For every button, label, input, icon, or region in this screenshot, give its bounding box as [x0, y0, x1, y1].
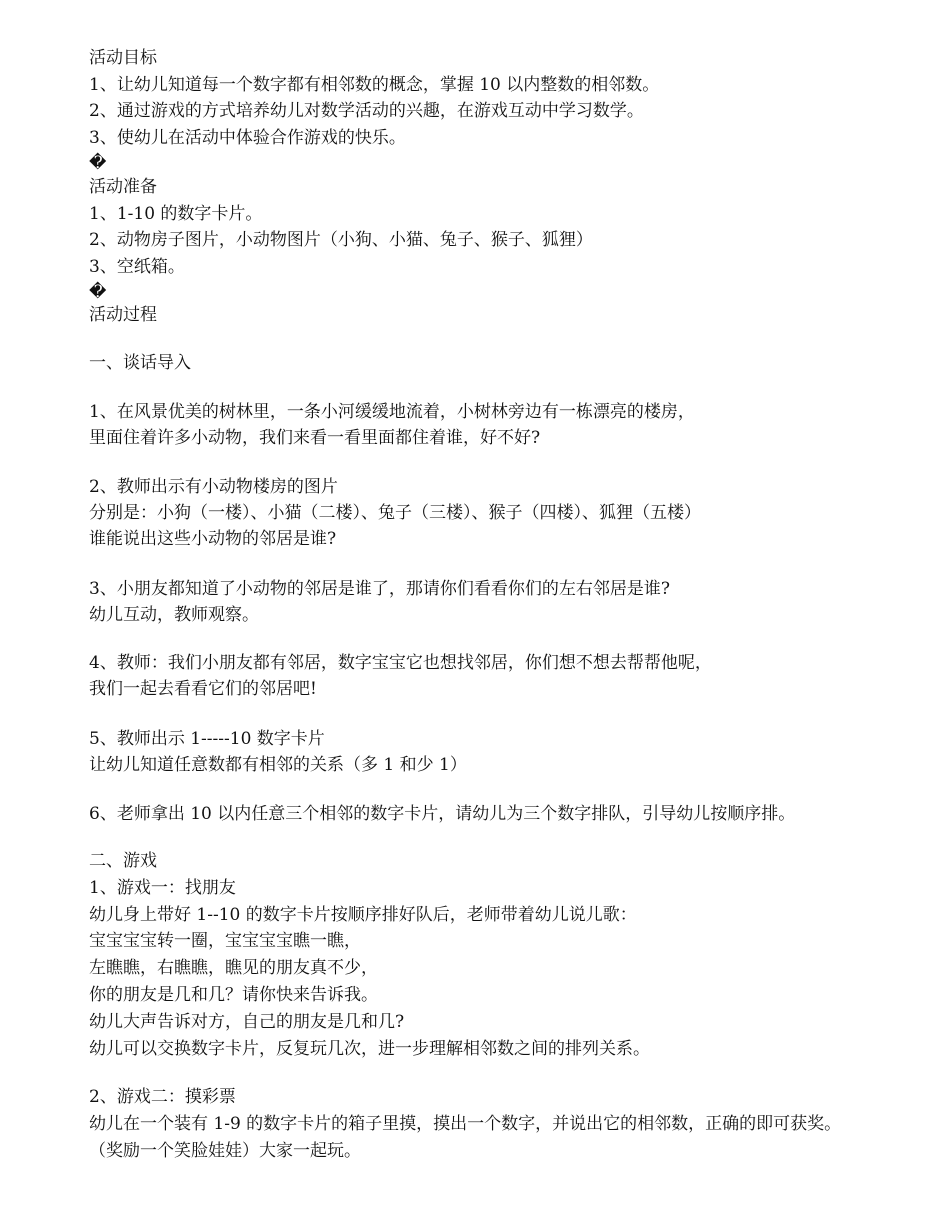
document-line: 活动目标 — [89, 48, 157, 68]
document-line: 幼儿大声告诉对方，自己的朋友是几和几? — [89, 1012, 405, 1032]
document-line: 1、1-10 的数字卡片。 — [89, 204, 263, 224]
document-line: 你的朋友是几和几？请你快来告诉我。 — [89, 985, 378, 1005]
document-line: 3、使幼儿在活动中体验合作游戏的快乐。 — [89, 128, 406, 148]
document-line: 一、谈话导入 — [89, 353, 191, 373]
document-line: 活动过程 — [89, 305, 157, 325]
document-line: 1、让幼儿知道每一个数字都有相邻数的概念，掌握 10 以内整数的相邻数。 — [89, 75, 660, 95]
document-line: 4、教师：我们小朋友都有邻居，数字宝宝它也想找邻居，你们想不想去帮帮他呢， — [89, 653, 712, 673]
document-line: 二、游戏 — [89, 851, 157, 871]
document-line: 里面住着许多小动物，我们来看一看里面都住着谁，好不好? — [89, 428, 541, 448]
document-line: � — [89, 153, 107, 173]
document-line: 5、教师出示 1-----10 数字卡片 — [89, 729, 325, 749]
document-line: 让幼儿知道任意数都有相邻的关系（多 1 和少 1） — [89, 755, 467, 775]
document-line: 3、空纸箱。 — [89, 257, 185, 277]
document-line: 幼儿互动，教师观察。 — [89, 605, 259, 625]
document-line: 谁能说出这些小动物的邻居是谁? — [89, 529, 337, 549]
document-line: 幼儿在一个装有 1-9 的数字卡片的箱子里摸，摸出一个数字，并说出它的相邻数，正确的即可获奖。 — [89, 1114, 842, 1134]
document-line: 3、小朋友都知道了小动物的邻居是谁了，那请你们看看你们的左右邻居是谁? — [89, 579, 670, 599]
document-line: 幼儿可以交换数字卡片，反复玩几次，进一步理解相邻数之间的排列关系。 — [89, 1039, 650, 1059]
document-line: 1、游戏一：找朋友 — [89, 878, 236, 898]
document-line: 宝宝宝宝转一圈，宝宝宝宝瞧一瞧， — [89, 931, 361, 951]
document-line: 2、教师出示有小动物楼房的图片 — [89, 477, 338, 497]
document-line: 2、通过游戏的方式培养幼儿对数学活动的兴趣，在游戏互动中学习数学。 — [89, 101, 644, 121]
document-line: 6、老师拿出 10 以内任意三个相邻的数字卡片，请幼儿为三个数字排队，引导幼儿按顺序排。 — [89, 804, 796, 824]
document-line: 左瞧瞧，右瞧瞧，瞧见的朋友真不少， — [89, 958, 378, 978]
document-line: 活动准备 — [89, 177, 157, 197]
document-line: 我们一起去看看它们的邻居吧! — [89, 679, 317, 699]
document-line: 分别是：小狗（一楼）、小猫（二楼）、兔子（三楼）、猴子（四楼）、狐狸（五楼） — [89, 503, 701, 523]
document-line: 1、在风景优美的树林里，一条小河缓缓地流着，小树林旁边有一栋漂亮的楼房， — [89, 402, 695, 422]
document-line: 幼儿身上带好 1--10 的数字卡片按顺序排好队后，老师带着幼儿说儿歌： — [89, 905, 637, 925]
document-line: 2、动物房子图片，小动物图片（小狗、小猫、兔子、猴子、狐狸） — [89, 230, 593, 250]
document-line: 2、游戏二：摸彩票 — [89, 1087, 236, 1107]
document-line: � — [89, 282, 107, 302]
document-line: （奖励一个笑脸娃娃）大家一起玩。 — [89, 1141, 361, 1161]
